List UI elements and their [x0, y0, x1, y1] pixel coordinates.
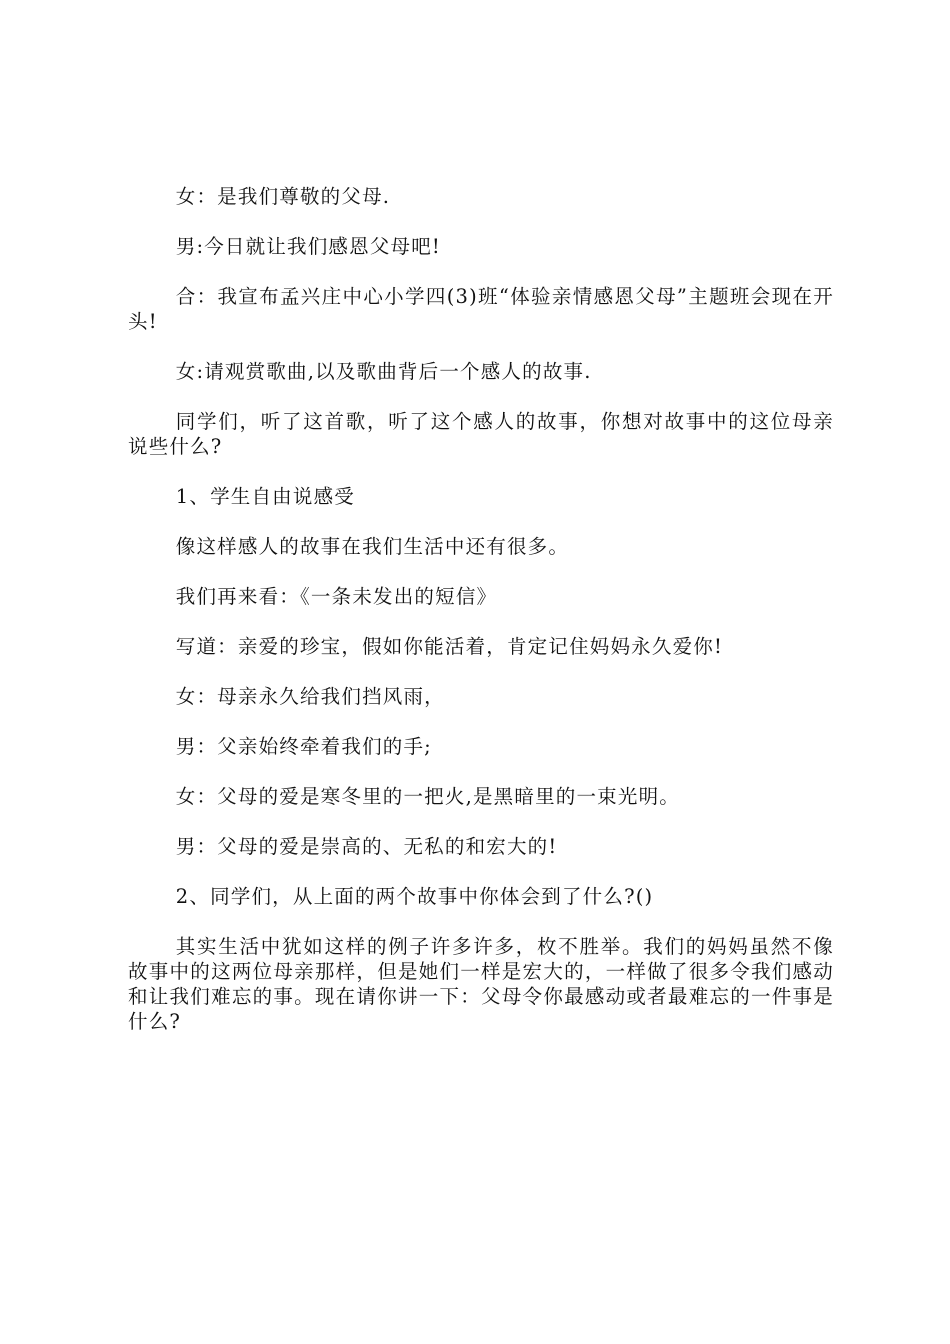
- document-body: [128, 184, 834, 1059]
- paragraph-10: 女：母亲永久给我们挡风雨，: [175, 685, 445, 708]
- paragraph-5: 同学们，听了这首歌，听了这个感人的故事，你想对故事中的这位母亲说些什么?: [128, 410, 834, 458]
- paragraph-7: 像这样感人的故事在我们生活中还有很多。: [175, 535, 570, 558]
- paragraph-12: 女：父母的爱是寒冬里的一把火,是黑暗里的一束光明。: [175, 785, 680, 808]
- paragraph-11: 男：父亲始终牵着我们的手;: [175, 735, 432, 758]
- paragraph-3: 合：我宣布孟兴庄中心小学四(3)班“体验亲情感恩父母”主题班会现在开头!: [128, 285, 834, 333]
- paragraph-15: 其实生活中犹如这样的例子许多许多，枚不胜举。我们的妈妈虽然不像故事中的这两位母亲那样，但是她们一样是宏大的，一样做了很多令我们感动和让我们难忘的事。现在请你讲一下：父母令你最感动或者最难忘的一件事是什么?: [128, 935, 834, 1033]
- paragraph-1: 女：是我们尊敬的父母.: [175, 185, 391, 208]
- paragraph-14: 2、同学们，从上面的两个故事中你体会到了什么?(): [175, 885, 654, 908]
- paragraph-8: 我们再来看：《一条未发出的短信》: [175, 585, 498, 608]
- paragraph-6: 1、学生自由说感受: [175, 485, 355, 508]
- paragraph-2: 男:今日就让我们感恩父母吧!: [175, 235, 441, 258]
- paragraph-13: 男：父母的爱是崇高的、无私的和宏大的!: [175, 835, 558, 858]
- paragraph-4: 女:请观赏歌曲,以及歌曲背后一个感人的故事.: [175, 360, 592, 383]
- paragraph-9: 写道：亲爱的珍宝，假如你能活着，肯定记住妈妈永久爱你!: [175, 635, 724, 658]
